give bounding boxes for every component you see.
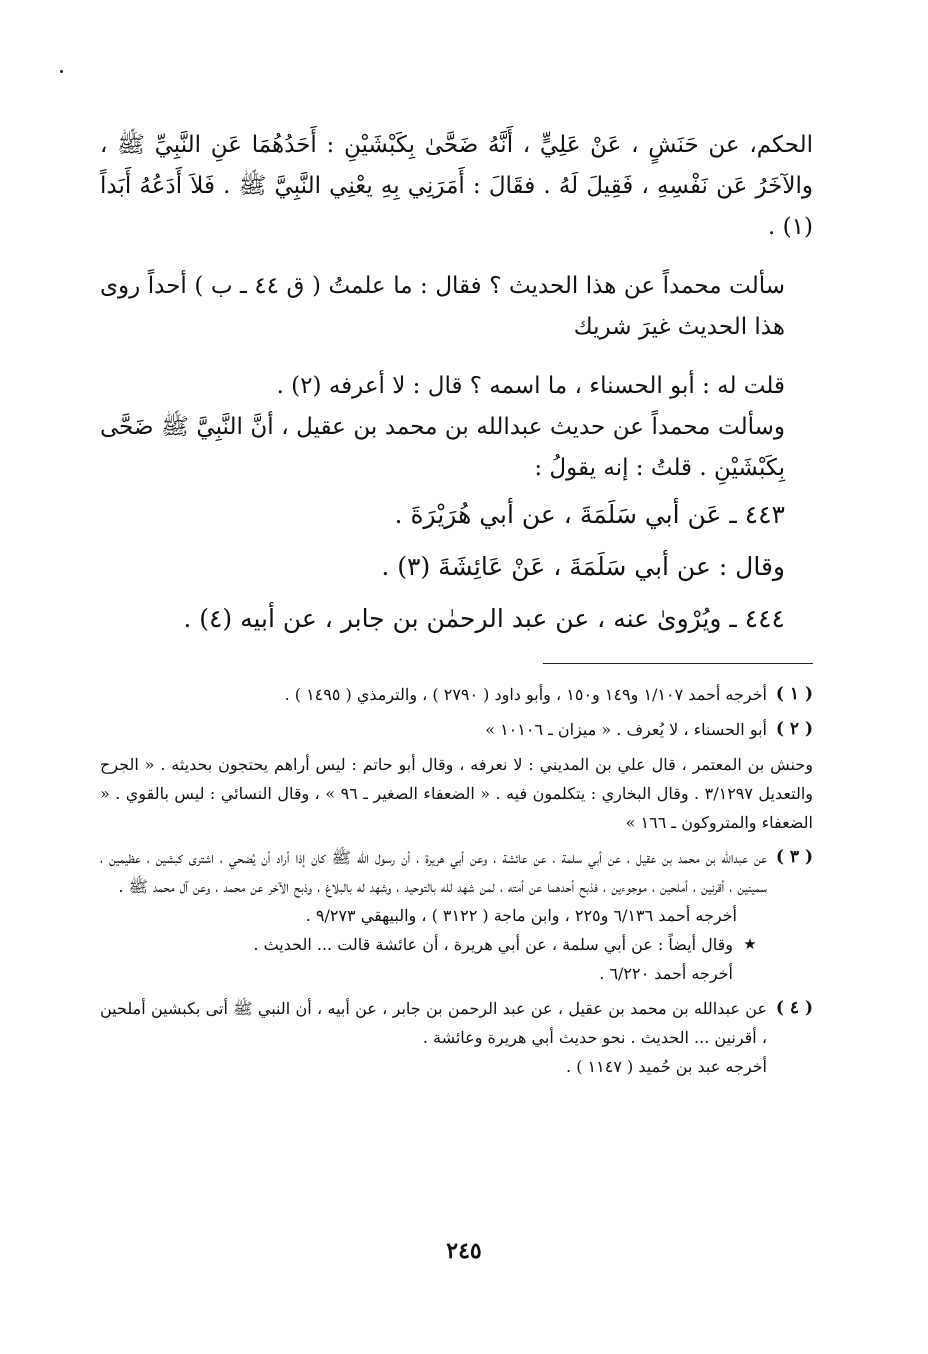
- footnote-number: ( ٢ ): [775, 719, 813, 739]
- footnote-2: [100, 715, 813, 744]
- footnote-text: عن عبدالله بن محمد بن عقيل ، عن عبد الرحمن بن جابر ، عن أبيه ، أن النبي ﷺ أتى بكبشين أملحين ، أقرنين ... الحديث . نحو حديث أبي هريرة وعائشة .: [100, 999, 767, 1047]
- footnote-number: ( ١ ): [775, 684, 813, 704]
- paragraph-hadith-text: الحكم، عن حَنَشٍ ، عَنْ عَلِيٍّ ، أَنَّهُ ضَحَّىٰ بِكَبْشَيْنِ : أَحَدُهُمَا عَنِ النَّبِيِّ ﷺ ، والآخَرُ عَن نَفْسِهِ ، فَقِيلَ لَهُ . فقَالَ : أَمَرَنِي بِهِ يعْنِي النَّبِيَّ ﷺ . فَلاَ أَدَعُهُ أَبَداً (١) .: [100, 132, 813, 240]
- hadith-443-variant: وقال : عن أبي سَلَمَةَ ، عَنْ عَائِشَةَ (٣) .: [381, 552, 785, 581]
- footnote-3: [100, 843, 813, 988]
- main-text: [100, 125, 813, 645]
- footnote-source: أخرجه أحمد ٦/١٣٦ و٢٢٥ ، وابن ماجة ( ٣١٢٢ ) ، والبيهقي ٩/٢٧٣ .: [305, 906, 737, 925]
- hadith-443: ٤٤٣ ـ عَن أبي سَلَمَةَ ، عن أبي هُرَيْرَةَ .: [394, 500, 785, 529]
- hadith-444: ٤٤٤ ـ ويُرْوىٰ عنه ، عن عبد الرحمٰن بن جابر ، عن أبيه (٤) .: [183, 604, 785, 633]
- ink-speck: [60, 70, 63, 73]
- paragraph-second-question: وسألت محمداً عن حديث عبدالله بن محمد بن عقيل ، أنَّ النَّبِيَّ ﷺ ضَحَّى بِكَبْشَيْنِ . قلتُ : إنه يقولُ :: [100, 414, 786, 481]
- footnote-4: [100, 994, 813, 1081]
- star-icon: ★: [743, 935, 757, 953]
- footnote-text: أخرجه أحمد ١/١٠٧ و١٤٩ و١٥٠ ، وأبو داود ( ٢٧٩٠ ) ، والترمذي ( ١٤٩٥ ) .: [284, 685, 767, 704]
- page-number: ٢٤٥: [446, 1238, 482, 1264]
- footnote-star-text: وقال أيضاً : عن أبي سلمة ، عن أبي هريرة ، أن عائشة قالت ... الحديث .: [253, 935, 733, 954]
- footnote-source: أخرجه عبد بن حُميد ( ١١٤٧ ) .: [566, 1057, 767, 1076]
- paragraph-narrator-name: قلت له : أبو الحسناء ، ما اسمه ؟ قال : لا أعرفه (٢) .: [276, 373, 785, 399]
- footnotes: [100, 680, 813, 1087]
- footnote-text: أبو الحسناء ، لا يُعرف . « ميزان ـ ١٠١٠٦ »: [485, 720, 767, 739]
- footnote-star-source: أخرجه أحمد ٦/٢٢٠ .: [599, 964, 733, 983]
- footnote-1: [100, 680, 813, 709]
- footnote-number: ( ٤ ): [775, 998, 813, 1018]
- footnote-divider: [543, 663, 813, 664]
- footnote-2-continuation: وحنش بن المعتمر ، قال علي بن المديني : لا نعرفه ، وقال أبو حاتم : ليس أراهم يحتجون بحديثه . « الجرح والتعديل ٣/١٢٩٧ . وقال البخاري : يتكلمون فيه . « الضعفاء الصغير ـ ٩٦ » ، وقال النسائي : ليس بالقوي . « الضعفاء والمتروكون ـ ١٦٦ »: [100, 755, 813, 832]
- paragraph-question: سألت محمداً عن هذا الحديث ؟ فقال : ما علمتُ ( ق ٤٤ ـ ب ) أحداً روى هذا الحديث غيرَ شريك: [100, 273, 785, 340]
- footnote-number: ( ٣ ): [775, 847, 813, 867]
- footnote-text: عن عبدالله بن محمد بن عقيل ، عن أبي سلمة ، عن عائشة ، وعن أبي هريرة ، أن رسول الله ﷺ كان إذا أراد أن يُضحي ، اشترى كبشين ، عظيمين ، سمينين ، أقرنين ، أملحين ، موجوءين ، فذبح أحدهما عن أمته ، لمن شهد لله بالتوحيد ، وشهد له بالبلاغ ، وذبح الآخر عن محمد ، وعن آل محمد ﷺ .: [100, 848, 767, 896]
